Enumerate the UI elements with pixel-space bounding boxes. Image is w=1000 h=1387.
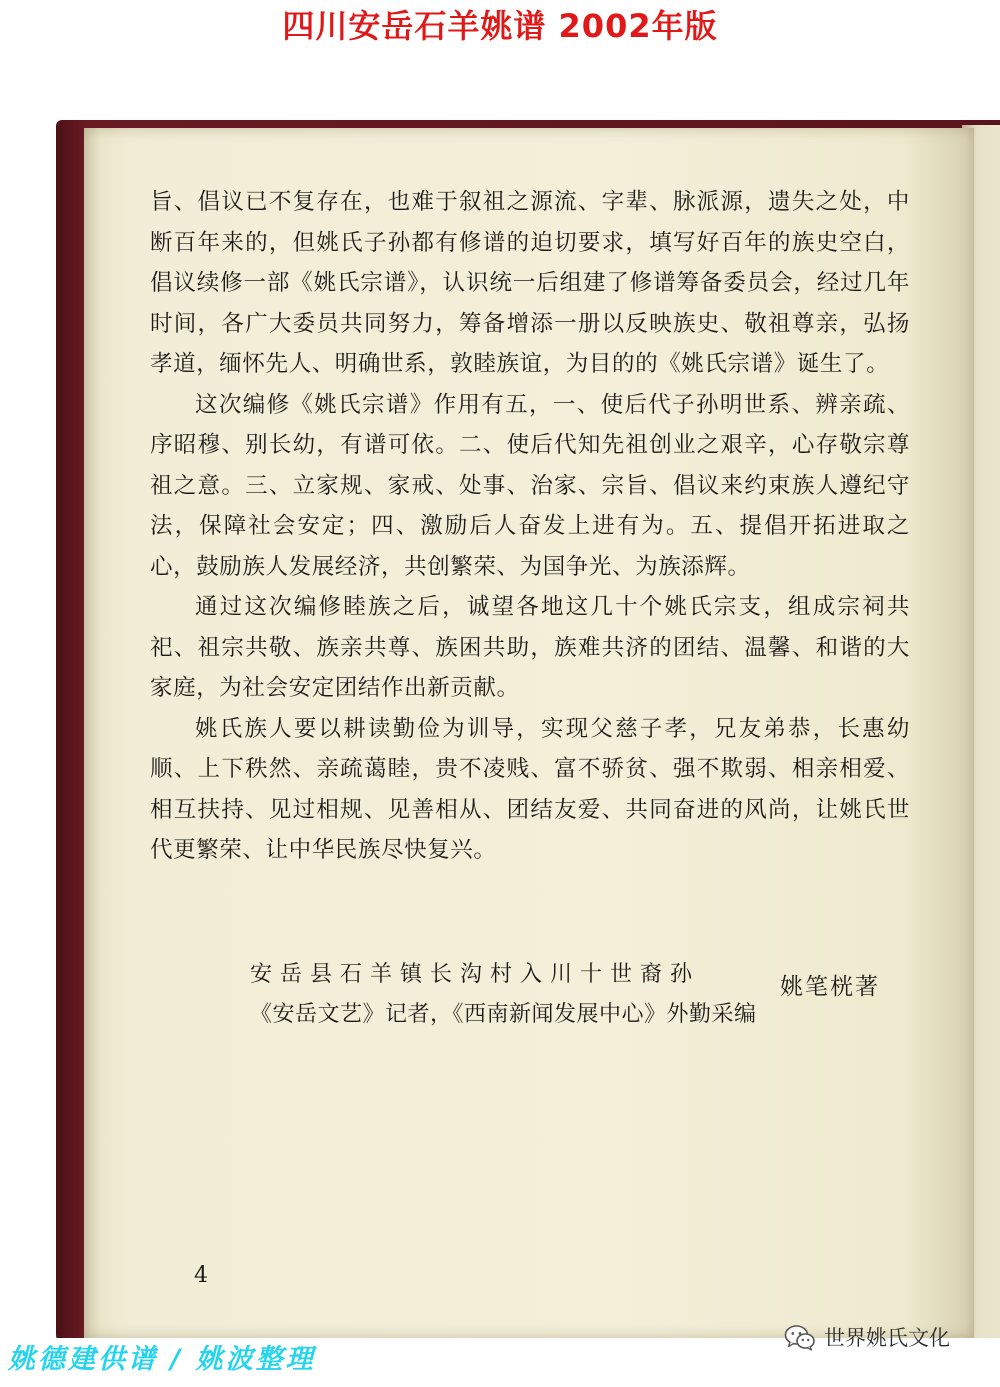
watermark xyxy=(784,1318,950,1358)
signature-block xyxy=(250,955,910,1035)
paragraph-2: 这次编修《姚氏宗谱》作用有五，一、使后代子孙明世系、辨亲疏、序昭穆、别长幼，有谱可依。二、使后代知先祖创业之艰辛，心存敬宗尊祖之意。三、立家规、家戒、处事、治家、宗旨、倡议来约束族人遵纪守法，保障社会安定；四、激励后人奋发上进有为。五、提倡开拓进取之心，鼓励族人发展经济，共创繁荣、为国争光、为族添辉。 xyxy=(150,391,910,580)
wechat-icon xyxy=(784,1324,816,1352)
page-number: 4 xyxy=(194,1263,208,1288)
page-body xyxy=(150,182,910,871)
signature-origin: 安岳县石羊镇长沟村入川十世裔孙 xyxy=(250,962,701,987)
paragraph-1: 旨、倡议已不复存在，也难于叙祖之源流、字辈、脉派源，遗失之处，中断百年来的，但姚氏子孙都有修谱的迫切要求，填写好百年的族史空白，倡议续修一部《姚氏宗谱》，认识统一后组建了修谱筹备委员会，经过几年时间，各广大委员共同努力，筹备增添一册以反映族史、敬祖尊亲，弘扬孝道，缅怀先人、明确世系，敦睦族谊，为目的的《姚氏宗谱》诞生了。 xyxy=(150,189,910,377)
page-title: 四川安岳石羊姚谱 2002年版 xyxy=(282,7,718,45)
watermark-text: 世界姚氏文化 xyxy=(824,1326,950,1350)
paragraph-3: 通过这次编修睦族之后，诚望各地这几十个姚氏宗支，组成宗祠共祀、祖宗共敬、族亲共尊、族困共助，族难共济的团结、温馨、和谐的大家庭，为社会安定团结作出新贡献。 xyxy=(150,594,910,701)
signature-affiliation: 《安岳文艺》记者，《西南新闻发展中心》外勤采编 xyxy=(250,1002,757,1027)
footer-credit: 姚德建供谱 / 姚波整理 xyxy=(8,1344,316,1375)
paragraph-4: 姚氏族人要以耕读勤俭为训导，实现父慈子孝，兄友弟恭，长惠幼顺、上下秩然、亲疏蔼睦，贵不凌贱、富不骄贫、强不欺弱、相亲相爱、相互扶持、见过相规、见善相从、团结友爱、共同奋进的风尚，让姚氏世代更繁荣、让中华民族尽快复兴。 xyxy=(150,715,910,863)
signature-author: 姚笔桄著 xyxy=(780,974,880,1000)
